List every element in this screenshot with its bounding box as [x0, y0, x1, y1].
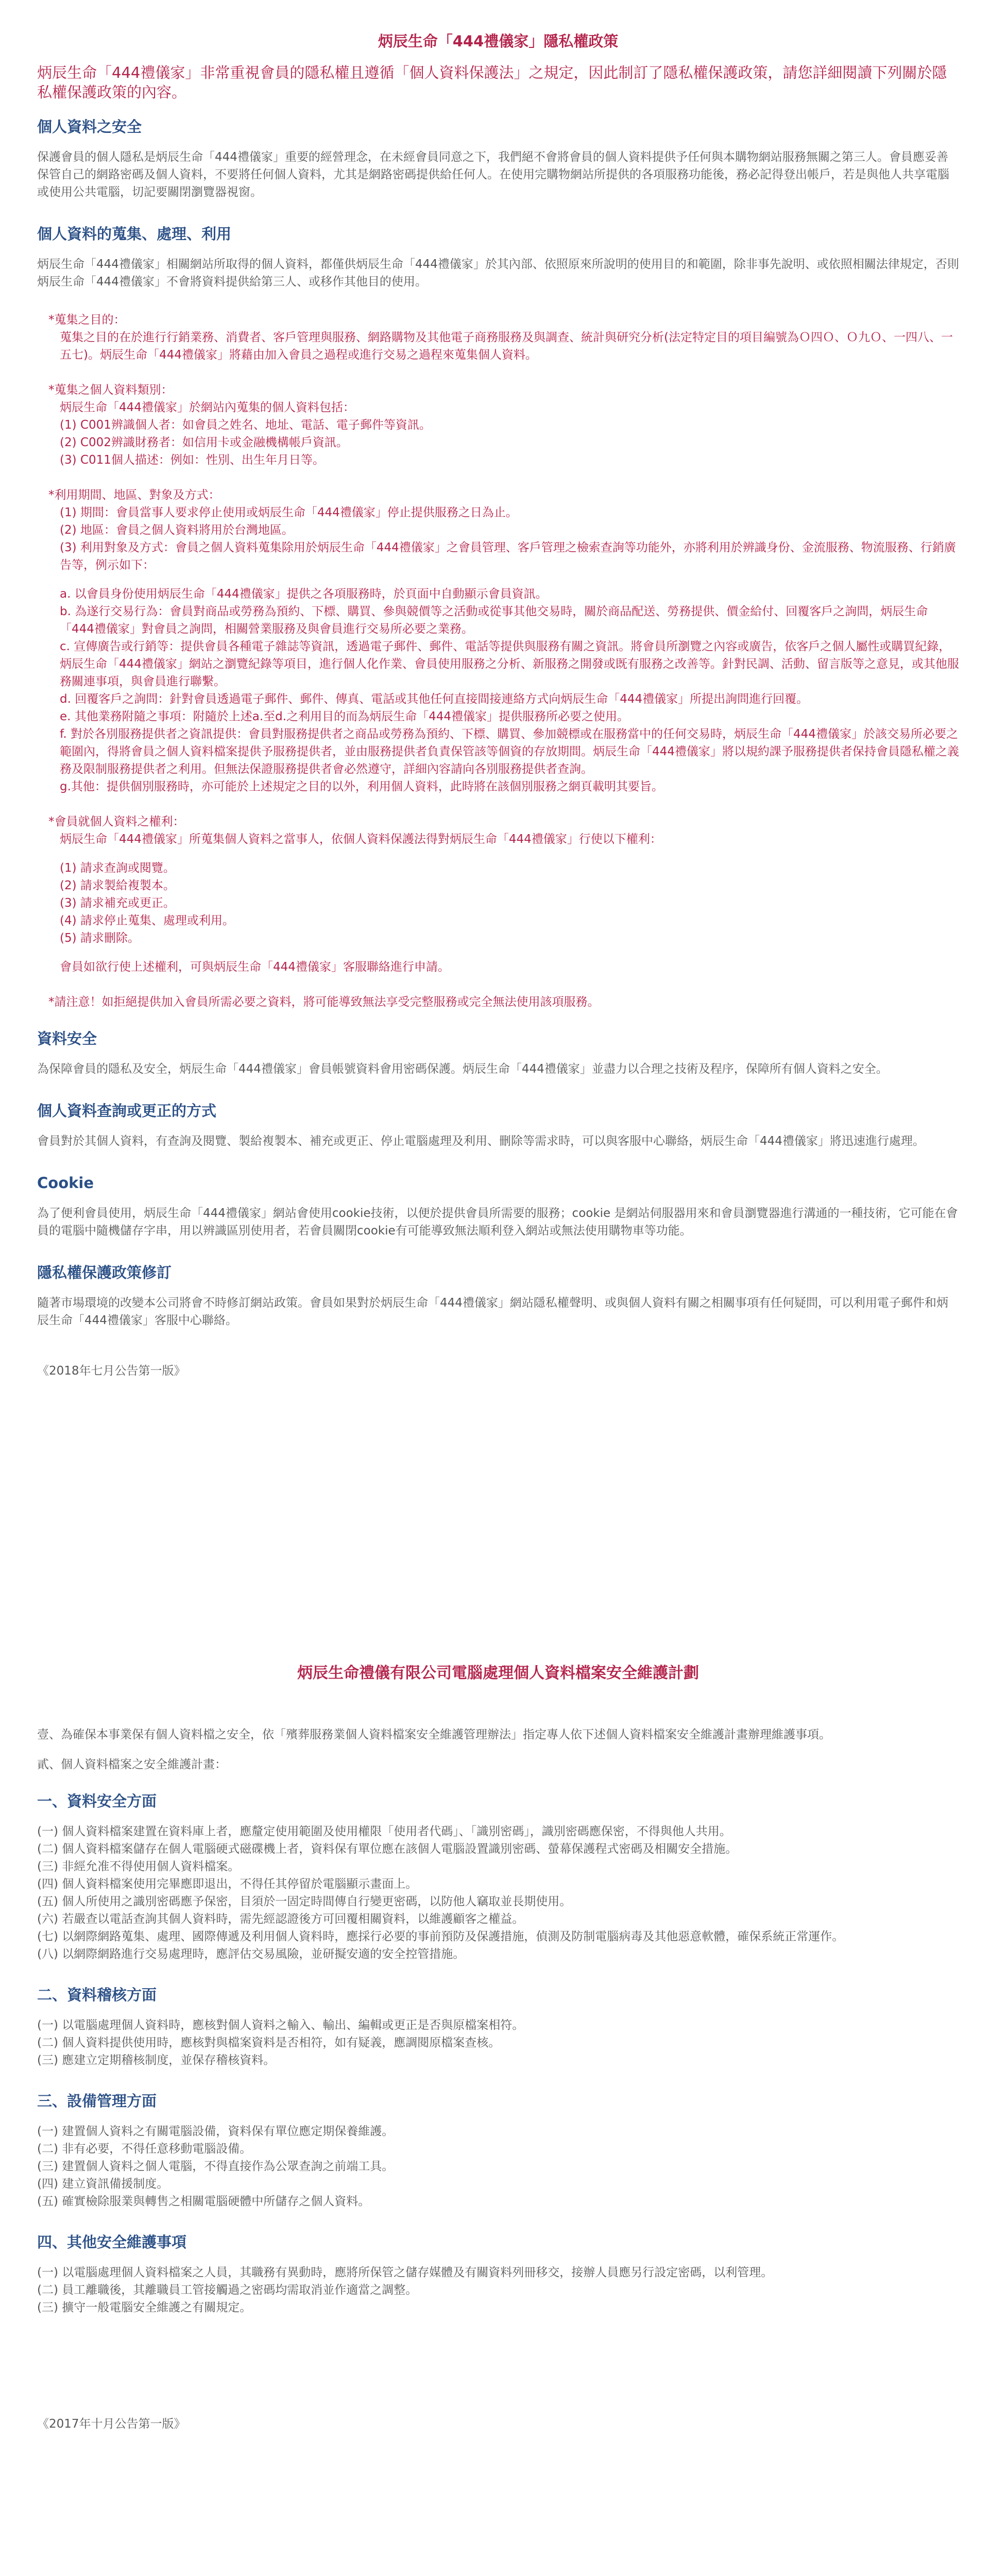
usage-example: f. 對於各別服務提供者之資訊提供：會員對服務提供者之商品或勞務為預約、下標、購買、參加競標或在服務當中的任何交易時，炳辰生命「444禮儀家」於該交易所必要之範圍內，得將會員之個人資料檔案提供予服務提供者，並由服務提供者負責保管該等個資的存放期間。炳辰生命「444禮儀家」將以規約課予服務提供者保持會員隱私權之義務及限制服務提供者之利用。但無法保證服務提供者會必然遵守，詳細內容請向各別服務提供者查詢。: [60, 727, 959, 776]
usage-item: (2) 地區：會員之個人資料將用於台灣地區。: [60, 523, 294, 537]
heading-cookie: Cookie: [37, 1174, 94, 1192]
plan-title: 炳辰生命禮儀有限公司電腦處理個人資料檔案安全維護計劃: [297, 1664, 699, 1682]
rights-list: [48, 859, 959, 947]
plan-sections: [37, 1791, 959, 2316]
plan-item: (七) 以網際網路蒐集、處理、國際傳遞及利用個人資料時，應採行必要的事前預防及保護措施，偵測及防制電腦病毒及其他惡意軟體，確保系統正常運作。: [37, 1930, 844, 1943]
rights-item: (3) 請求補充或更正。: [60, 896, 175, 910]
rights-heading: *會員就個人資料之權利：: [48, 815, 185, 828]
heading-personal-data-security: 個人資料之安全: [37, 118, 142, 135]
usage-example: d. 回覆客戶之詢問：針對會員透過電子郵件、郵件、傳真、電話或其他任何直接間接連絡方式向炳辰生命「444禮儀家」所提出詢問進行回覆。: [60, 692, 809, 706]
plan-item: (四) 個人資料檔案使用完畢應即退出，不得任其停留於電腦顯示畫面上。: [37, 1877, 418, 1891]
text-data-safety: 為保障會員的隱私及安全，炳辰生命「444禮儀家」會員帳號資料會用密碼保護。炳辰生命「444禮儀家」並盡力以合理之技術及程序，保障所有個人資料之安全。: [37, 1062, 888, 1076]
plan-item: (二) 員工離職後，其離職員工管接觸過之密碼均需取消並作適當之調整。: [37, 2283, 418, 2297]
purpose-heading: *蒐集之目的：: [48, 313, 126, 327]
plan-item: (八) 以網際網路進行交易處理時，應評估交易風險，並研擬安適的安全控管措施。: [37, 1947, 465, 1961]
plan-section-list: [37, 2264, 959, 2316]
heading-query-correction: 個人資料查詢或更正的方式: [37, 1102, 217, 1120]
plan-date: 《2017年十月公告第一版》: [37, 2417, 186, 2431]
usage-item: (1) 期間：會員當事人要求停止使用或炳辰生命「444禮儀家」停止提供服務之日為止。: [60, 506, 518, 519]
plan-item: (二) 非有必要，不得任意移動電腦設備。: [37, 2142, 252, 2156]
usage-example: c. 宣傳廣告或行銷等：提供會員各種電子雜誌等資訊，透過電子郵件、郵件、電話等提供與服務有關之資訊。將會員所瀏覽之內容或廣告，依客戶之個人屬性或購買紀錄，炳辰生命「444禮儀家」網站之瀏覽紀錄等項目，進行個人化作業、會員使用服務之分析、新服務之開發或既有服務之改善等。針對民調、活動、留言版等之意見，或其他服務關連事項，與會員進行聯繫。: [60, 640, 959, 688]
text-cookie: 為了便利會員使用，炳辰生命「444禮儀家」網站會使用cookie技術，以便於提供會員所需要的服務；cookie 是網站伺服器用來和會員瀏覽器進行溝通的一種技術，它可能在會員的電腦中隨機儲存字串，用以辨識區別使用者，若會員關閉cookie有可能導致無法順利登入網站或無法使用購物車等功能。: [37, 1207, 958, 1238]
purpose-text: 蒐集之目的在於進行行銷業務、消費者、客戶管理與服務、網路購物及其他電子商務服務及與調查、統計與研究分析(法定特定目的項目編號為Ｏ四Ｏ、Ｏ九Ｏ、一四八、一五七)。炳辰生命「444禮儀家」將藉由加入會員之過程或進行交易之過程來蒐集個人資料。: [60, 331, 953, 362]
plan-section-heading: 三、設備管理方面: [37, 2092, 157, 2110]
plan-item: (三) 擴守一般電腦安全維護之有關規定。: [37, 2301, 252, 2314]
plan-item: (三) 建置個人資料之個人電腦，不得直接作為公眾查詢之前端工具。: [37, 2160, 394, 2173]
security-plan: [37, 1663, 959, 2433]
text-query-correction: 會員對於其個人資料，有查詢及閱覽、製給複製本、補充或更正、停止電腦處理及利用、刪除等需求時，可以與客服中心聯絡，炳辰生命「444禮儀家」將迅速進行處理。: [37, 1134, 925, 1148]
rights-item: (2) 請求製給複製本。: [60, 879, 175, 892]
usage-example: e. 其他業務附隨之事項：附隨於上述a.至d.之利用目的而為炳辰生命「444禮儀家」提供服務所必要之使用。: [60, 710, 629, 723]
heading-data-safety: 資料安全: [37, 1030, 97, 1047]
plan-section-list: [37, 2016, 959, 2069]
category-item: (2) C002辨識財務者：如信用卡或金融機構帳戶資訊。: [60, 436, 348, 449]
plan-item: (一) 個人資料檔案建置在資料庫上者，應釐定使用範圍及使用權限「使用者代碼」、「識別密碼」，識別密碼應保密，不得與他人共用。: [37, 1825, 731, 1838]
policy-date: 《2018年七月公告第一版》: [37, 1364, 186, 1378]
plan-item: (一) 以電腦處理個人資料時，應核對個人資料之輸入、輸出、編輯或更正是否與原檔案相符。: [37, 2019, 524, 2032]
refusal-notice: *請注意！如拒絕提供加入會員所需必要之資料，將可能導致無法享受完整服務或完全無法使用該項服務。: [48, 995, 600, 1009]
plan-item: (三) 非經允准不得使用個人資料檔案。: [37, 1860, 240, 1873]
usage-list: [48, 504, 959, 574]
text-data-collection: 炳辰生命「444禮儀家」相關網站所取得的個人資料，都僅供炳辰生命「444禮儀家」於其內部、依照原來所說明的使用目的和範圍，除非事先說明、或依照相關法律規定，否則炳辰生命「444禮儀家」不會將資料提供給第三人、或移作其他目的使用。: [37, 258, 959, 289]
rights-item: (5) 請求刪除。: [60, 931, 140, 945]
text-personal-data-security: 保護會員的個人隱私是炳辰生命「444禮儀家」重要的經營理念，在未經會員同意之下，我們絕不會將會員的個人資料提供予任何與本購物網站服務無關之第三人。會員應妥善保管自己的網路密碼及個人資料，不要將任何個人資料，尤其是網路密碼提供給任何人。在使用完購物網站所提供的各項服務功能後，務必記得登出帳戶，若是與他人共享電腦或使用公共電腦，切記要關閉瀏覽器視窗。: [37, 150, 949, 199]
privacy-policy: [37, 21, 959, 1380]
category-item: (1) C001辨識個人者：如會員之姓名、地址、電話、電子郵件等資訊。: [60, 418, 431, 432]
heading-data-collection: 個人資料的蒐集、處理、利用: [37, 225, 232, 243]
plan-intro: 壹、為確保本事業保有個人資料檔之安全，依「殯葬服務業個人資料檔案安全維護管理辦法」指定專人依下述個人資料檔案安全維護計畫辦理維護事項。: [37, 1728, 831, 1741]
usage-section: [37, 486, 959, 795]
plan-section-heading: 一、資料安全方面: [37, 1792, 157, 1810]
heading-policy-revision: 隱私權保護政策修訂: [37, 1264, 172, 1281]
usage-examples-list: [48, 585, 959, 795]
category-list: [48, 416, 959, 469]
rights-item: (1) 請求查詢或閱覽。: [60, 861, 175, 875]
category-heading: *蒐集之個人資料類別：: [48, 383, 173, 397]
rights-tail: 會員如欲行使上述權利，可與炳辰生命「444禮儀家」客服聯絡進行申請。: [60, 960, 450, 974]
usage-example: a. 以會員身份使用炳辰生命「444禮儀家」提供之各項服務時，於頁面中自動顯示會員資訊。: [60, 587, 548, 601]
rights-section: [37, 813, 959, 976]
rights-item: (4) 請求停止蒐集、處理或利用。: [60, 914, 234, 927]
plan-item: (二) 個人資料提供使用時，應核對與檔案資料是否相符，如有疑義，應調閱原檔案查核。: [37, 2036, 501, 2049]
category-lead: 炳辰生命「444禮儀家」於網站內蒐集的個人資料包括：: [60, 401, 355, 414]
text-policy-revision: 隨著市場環境的改變本公司將會不時修訂網站政策。會員如果對於炳辰生命「444禮儀家」網站隱私權聲明、或與個人資料有關之相關事項有任何疑問，可以利用電子郵件和炳辰生命「444禮儀家」客服中心聯絡。: [37, 1296, 948, 1327]
plan-item: (四) 建立資訊備援制度。: [37, 2177, 169, 2191]
plan-item: (五) 確實檢除服業與轉售之相關電腦硬體中所儲存之個人資料。: [37, 2195, 370, 2208]
plan-item: (五) 個人所使用之識別密碼應予保密，目須於一固定時間傳自行變更密碼，以防他人竊取並長期使用。: [37, 1895, 572, 1908]
plan-section-heading: 二、資料稽核方面: [37, 1986, 157, 2004]
page-title: 炳辰生命「444禮儀家」隱私權政策: [378, 32, 619, 50]
collection-categories: [37, 381, 959, 469]
plan-lead: 貳、個人資料檔案之安全維護計畫：: [37, 1758, 227, 1771]
usage-item: (3) 利用對象及方式：會員之個人資料蒐集除用於炳辰生命「444禮儀家」之會員管理、客戶管理之檢索查詢等功能外，亦將利用於辨識身份、金流服務、物流服務、行銷廣告等，例示如下：: [60, 541, 956, 572]
plan-section-list: [37, 1823, 959, 1963]
category-item: (3) C011個人描述：例如：性別、出生年月日等。: [60, 453, 325, 467]
usage-example: g.其他：提供個別服務時，亦可能於上述規定之目的以外，利用個人資料，此時將在該個別服務之網頁載明其要旨。: [60, 780, 663, 793]
usage-example: b. 為遂行交易行為：會員對商品或勞務為預約、下標、購買、參與競價等之活動或從事其他交易時，關於商品配送、勞務提供、價金給付、回覆客戶之詢問，炳辰生命「444禮儀家」對會員之詢問，相關營業服務及與會員進行交易所必要之業務。: [60, 605, 928, 636]
plan-section-list: [37, 2123, 959, 2210]
plan-item: (一) 以電腦處理個人資料檔案之人員，其職務有異動時，應將所保管之儲存媒體及有關資料列冊移交，接辦人員應另行設定密碼，以利管理。: [37, 2266, 773, 2279]
plan-section-heading: 四、其他安全維護事項: [37, 2233, 187, 2251]
plan-item: (一) 建置個人資料之有關電腦設備，資料保有單位應定期保養維護。: [37, 2125, 394, 2138]
usage-heading: *利用期間、地區、對象及方式：: [48, 488, 220, 502]
collection-purpose: [37, 311, 959, 364]
rights-lead: 炳辰生命「444禮儀家」所蒐集個人資料之當事人，依個人資料保護法得對炳辰生命「444禮儀家」行使以下權利：: [60, 833, 662, 846]
plan-item: (三) 應建立定期稽核制度，並保存稽核資料。: [37, 2054, 276, 2067]
plan-item: (二) 個人資料檔案儲存在個人電腦硬式磁碟機上者，資料保有單位應在該個人電腦設置識別密碼、螢幕保護程式密碼及相關安全措施。: [37, 1842, 738, 1856]
intro-text: 炳辰生命「444禮儀家」非常重視會員的隱私權且遵循「個人資料保護法」之規定，因此制訂了隱私權保護政策，請您詳細閱讀下列關於隱私權保護政策的內容。: [37, 64, 947, 101]
plan-item: (六) 若嚴查以電話查詢其個人資料時，需先經認證後方可回覆相關資料，以維護顧客之權益。: [37, 1912, 524, 1926]
